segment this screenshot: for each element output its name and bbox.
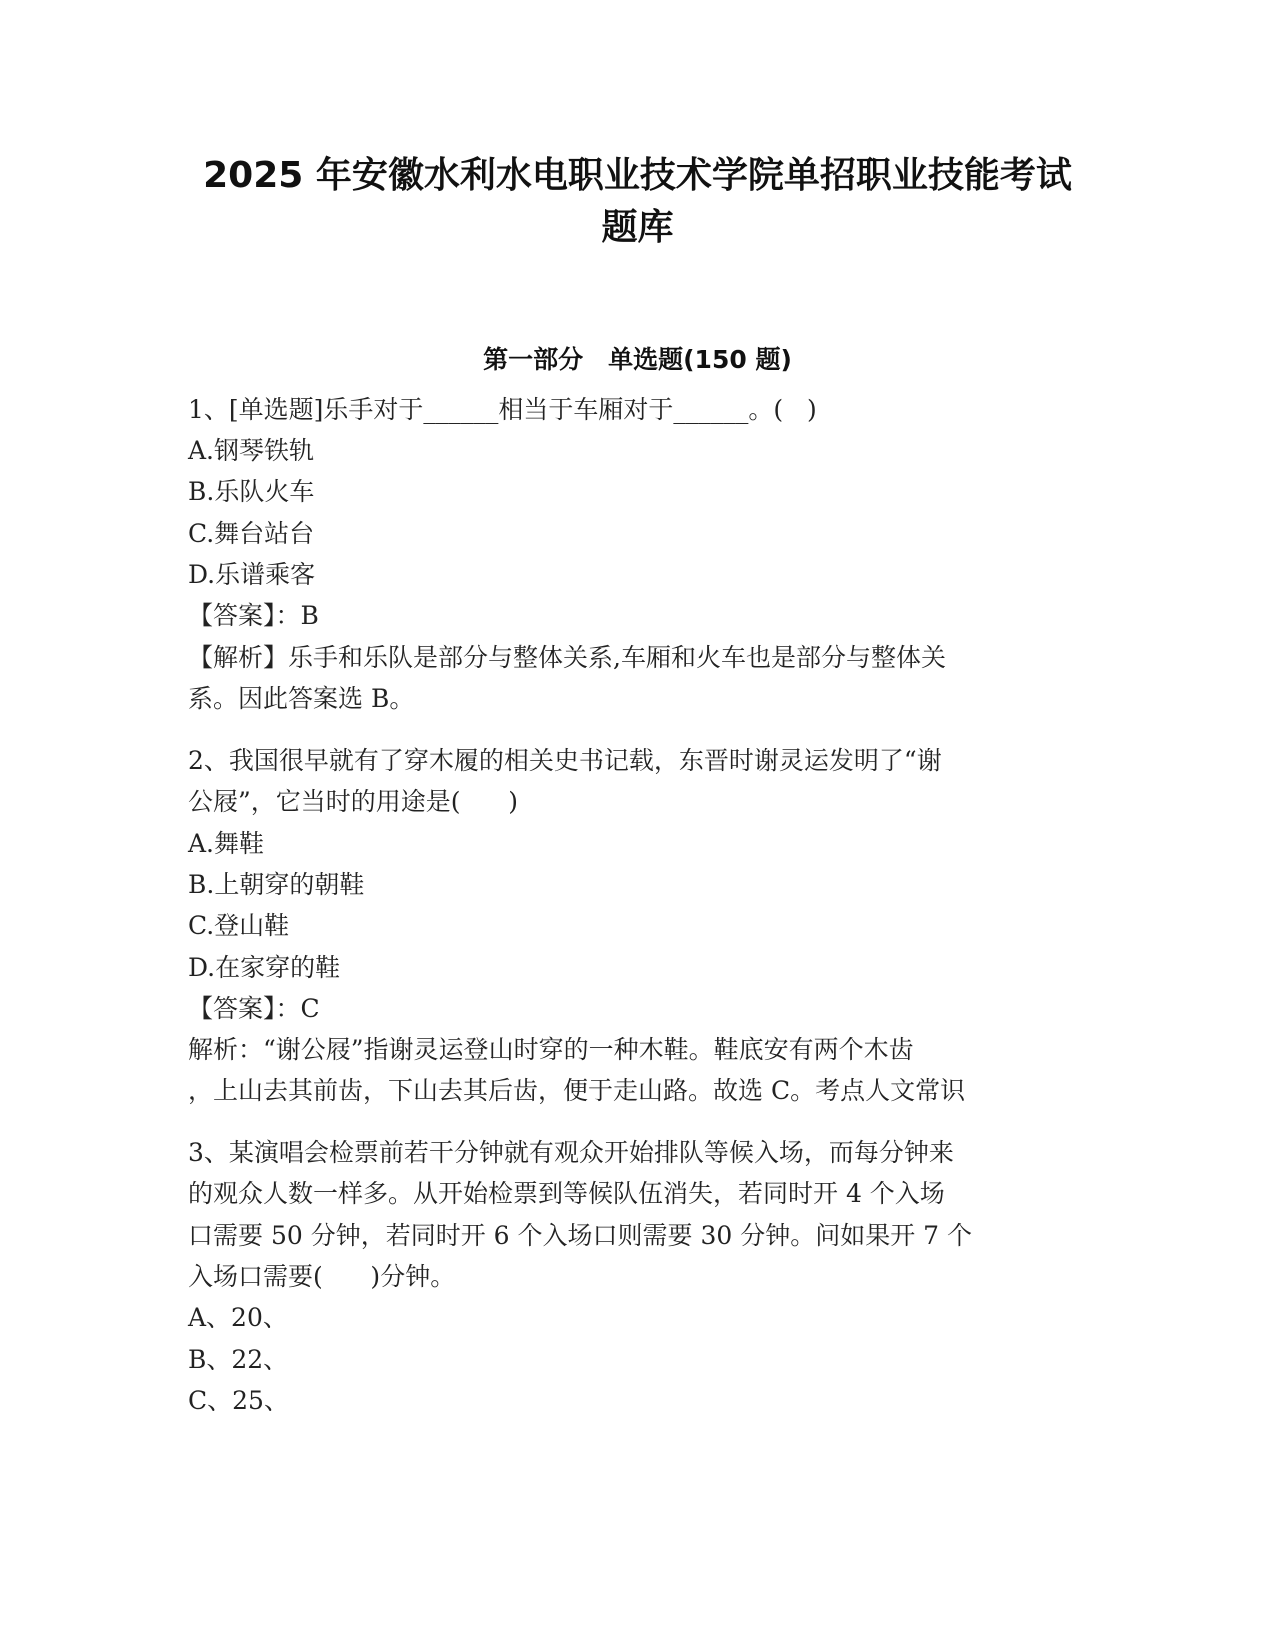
question-2-option-c: C.登山鞋 [188,911,290,940]
question-1-option-d: D.乐谱乘客 [188,560,316,589]
question-1-analysis-line-1: 【解析】乐手和乐队是部分与整体关系,车厢和火车也是部分与整体关 [188,643,946,672]
question-1-stem: 1、[单选题]乐手对于______相当于车厢对于______。( ) [188,395,817,424]
question-2-option-d: D.在家穿的鞋 [188,953,341,982]
question-2-analysis-line-2: ，上山去其前齿，下山去其后齿，便于走山路。故选 C。考点人文常识 [188,1076,966,1105]
question-3-stem-line-3: 口需要 50 分钟，若同时开 6 个入场口则需要 30 分钟。问如果开 7 个 [188,1221,973,1250]
question-2-answer: 【答案】：C [188,994,320,1023]
question-2-stem-line-1: 2、我国很早就有了穿木履的相关史书记载，东晋时谢灵运发明了“谢 [188,746,942,775]
section-heading: 第一部分 单选题(150 题) [483,345,792,374]
question-1-option-c: C.舞台站台 [188,519,315,548]
question-1-option-b: B.乐队火车 [188,477,315,506]
question-1-option-a: A.钢琴铁轨 [188,436,315,465]
question-2-analysis-line-1: 解析：“谢公屐”指谢灵运登山时穿的一种木鞋。鞋底安有两个木齿 [188,1035,914,1064]
question-1-answer: 【答案】：B [188,601,319,630]
document-title-line-2: 题库 [601,207,674,248]
question-2-option-b: B.上朝穿的朝鞋 [188,870,365,899]
question-3-stem-line-2: 的观众人数一样多。从开始检票到等候队伍消失，若同时开 4 个入场 [188,1179,945,1208]
document-title-line-1: 2025 年安徽水利水电职业技术学院单招职业技能考试 [203,155,1072,196]
question-1-analysis-line-2: 系。因此答案选 B。 [188,684,415,713]
question-3-option-a: A、20、 [188,1303,288,1332]
question-2-option-a: A.舞鞋 [188,829,265,858]
question-3-option-c: C、25、 [188,1386,289,1415]
question-3-stem-line-1: 3、某演唱会检票前若干分钟就有观众开始排队等候入场，而每分钟来 [188,1138,954,1167]
question-3-option-b: B、22、 [188,1345,289,1374]
question-3-stem-line-4: 入场口需要( )分钟。 [188,1262,456,1291]
question-2-stem-line-2: 公屐”，它当时的用途是( ) [188,787,518,816]
